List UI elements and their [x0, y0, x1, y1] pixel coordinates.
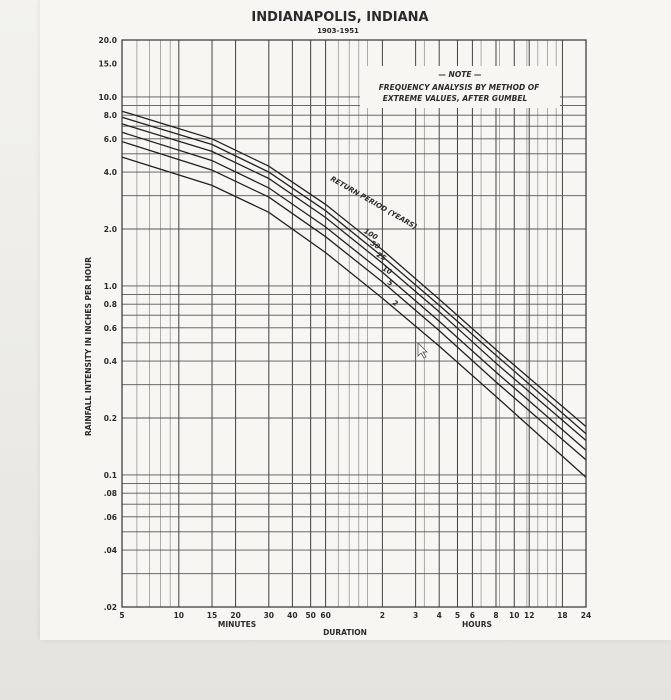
note-line-1: FREQUENCY ANALYSIS BY METHOD OF: [378, 83, 540, 92]
y-tick-label: 4.0: [103, 168, 117, 178]
y-tick-label: 0.1: [103, 470, 117, 480]
curve-family-label: RETURN PERIOD (YEARS): [329, 174, 419, 231]
series-label-5: 5: [386, 278, 395, 288]
x-axis-label: DURATION: [323, 628, 367, 637]
y-tick-label: .02: [103, 603, 117, 612]
x-tick-label: 5: [119, 611, 125, 620]
y-tick-label: 6.0: [103, 134, 117, 144]
x-tick-label: 50: [305, 611, 316, 620]
y-tick-label: 0.4: [103, 357, 117, 367]
x-tick-label: 4: [436, 611, 442, 620]
x-tick-label: 60: [320, 611, 331, 620]
y-tick-label: 2.0: [103, 225, 117, 234]
x-tick-labels: [119, 611, 591, 620]
x-tick-label: 15: [206, 611, 218, 620]
x-tick-label: 2: [379, 611, 386, 620]
series-line-10: [122, 132, 586, 450]
x-tick-label: 18: [557, 611, 568, 620]
series-label-2: 2: [391, 298, 400, 309]
x-tick-label: 5: [454, 611, 461, 620]
y-tick-label: 0.6: [103, 323, 117, 333]
x-tick-label: 8: [493, 611, 499, 620]
y-tick-label: .08: [103, 489, 117, 499]
y-tick-label: 20.0: [98, 36, 117, 45]
x-tick-label: 40: [287, 611, 298, 620]
series-line-100: [122, 111, 586, 426]
y-axis-label: RAINFALL INTENSITY IN INCHES PER HOUR: [84, 256, 93, 436]
x-tick-label: 10: [173, 611, 185, 620]
y-tick-labels: [98, 36, 117, 612]
y-tick-label: 8.0: [103, 111, 117, 121]
series-label-50: 50: [368, 239, 382, 252]
y-tick-label: 10.0: [98, 92, 117, 102]
x-tick-label: 6: [469, 611, 476, 620]
y-tick-label: 0.2: [103, 414, 117, 423]
x-tick-label: 24: [580, 611, 592, 620]
y-tick-label: 1.0: [103, 281, 117, 291]
y-tick-label: 0.8: [103, 300, 117, 310]
grid-lines: [122, 40, 586, 607]
x-tick-label: 12: [523, 611, 535, 620]
series-label-25: 25: [375, 250, 388, 263]
series-label-10: 10: [380, 264, 394, 277]
x-tick-label: 30: [263, 611, 275, 620]
series-line-2: [122, 157, 586, 477]
x-axis-label-hours: HOURS: [462, 620, 492, 629]
series-line-25: [122, 124, 586, 441]
x-tick-label: 3: [413, 611, 419, 620]
plot-frame: [122, 40, 586, 607]
y-tick-label: .06: [103, 512, 117, 522]
x-tick-label: 10: [509, 611, 520, 620]
cursor-pointer-icon: [418, 343, 427, 358]
x-tick-label: 20: [230, 611, 241, 620]
chart-title: INDIANAPOLIS, INDIANA: [251, 10, 429, 25]
y-tick-label: .04: [103, 546, 117, 556]
y-tick-label: 15.0: [98, 59, 117, 69]
x-axis-label-minutes: MINUTES: [217, 620, 257, 629]
series-label-100: 100: [362, 227, 379, 242]
note-line-2: EXTREME VALUES, AFTER GUMBEL: [382, 94, 528, 103]
chart-subtitle: 1903-1951: [317, 27, 359, 35]
note-heading: — NOTE —: [438, 70, 482, 79]
